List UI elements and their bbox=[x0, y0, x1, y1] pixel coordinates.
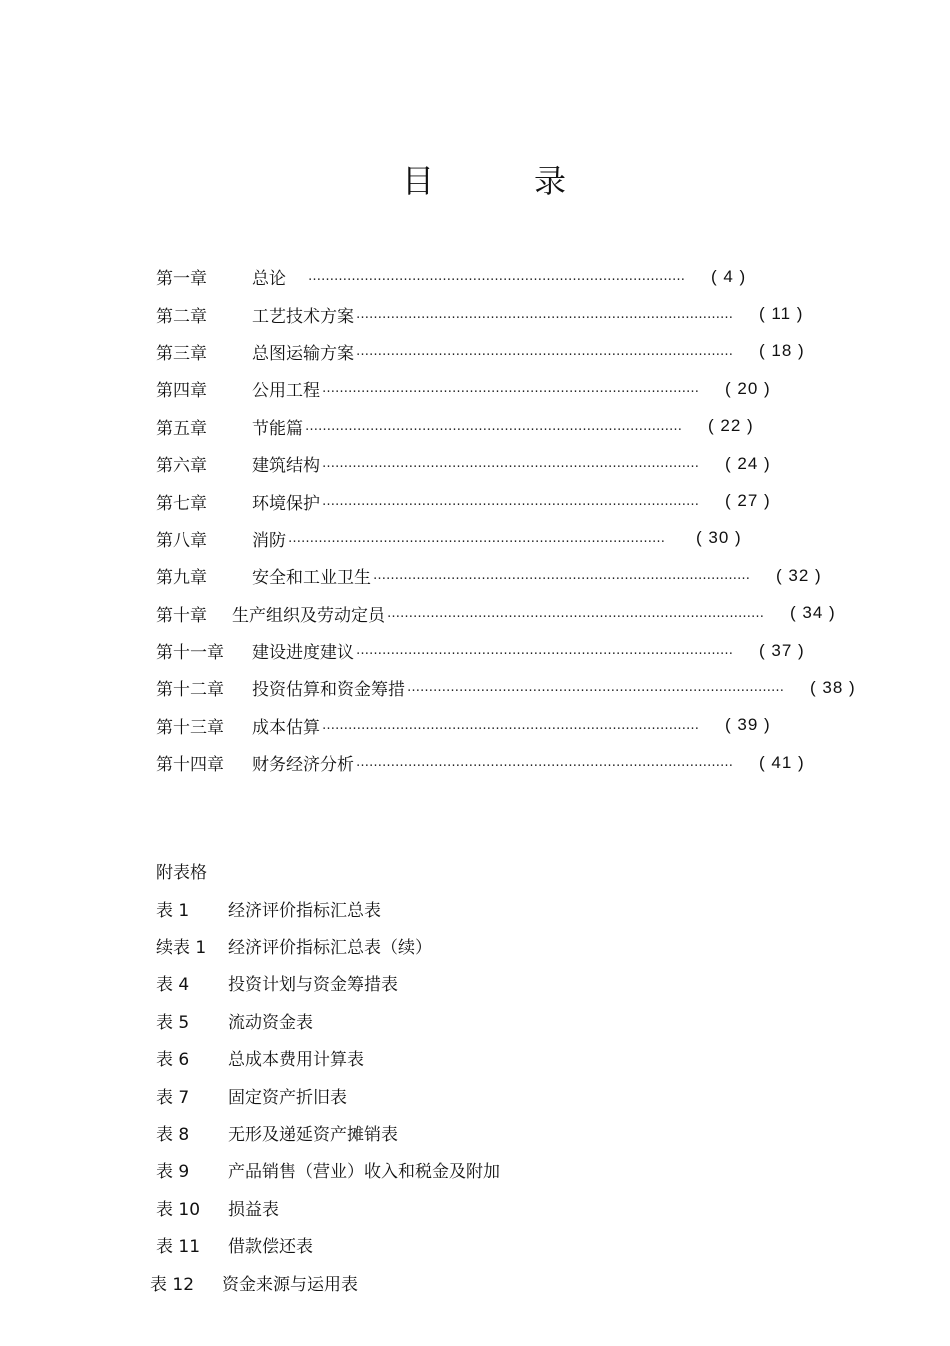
toc-leader-dots: …………………………………………………………………………… bbox=[288, 530, 665, 546]
appendix-table-item[interactable] bbox=[156, 1076, 756, 1113]
toc-entry[interactable] bbox=[156, 632, 805, 669]
table-number: 表 8 bbox=[156, 1125, 190, 1146]
toc-title: 消防 bbox=[252, 530, 286, 551]
toc-entry[interactable] bbox=[156, 408, 754, 445]
toc-title: 工艺技术方案 bbox=[252, 306, 354, 327]
toc-chapter: 第十章 bbox=[156, 605, 207, 626]
appendix-table-item[interactable] bbox=[156, 1002, 756, 1039]
appendix-table-item[interactable] bbox=[156, 1114, 756, 1151]
toc-page: ( 24 ) bbox=[725, 453, 771, 473]
toc-leader-dots: …………………………………………………………………………… bbox=[322, 493, 699, 509]
toc-leader-dots: …………………………………………………………………………… bbox=[322, 456, 699, 472]
appendix-table-item[interactable] bbox=[150, 1263, 756, 1300]
toc-title: 投资估算和资金筹措 bbox=[252, 680, 405, 701]
toc-leader-dots: …………………………………………………………………………… bbox=[373, 568, 750, 584]
toc-title: 成本估算 bbox=[252, 717, 320, 738]
table-number: 表 12 bbox=[150, 1274, 195, 1295]
toc-page: ( 38 ) bbox=[810, 677, 856, 697]
toc-page: ( 32 ) bbox=[776, 565, 822, 585]
appendix-table-item[interactable] bbox=[156, 1151, 756, 1188]
toc-title: 总论 bbox=[252, 269, 286, 290]
toc-title: 总图运输方案 bbox=[252, 343, 354, 364]
toc-entry[interactable] bbox=[156, 482, 771, 519]
toc-title: 建筑结构 bbox=[252, 456, 320, 477]
toc-page: ( 20 ) bbox=[725, 378, 771, 398]
toc-entry[interactable] bbox=[156, 744, 805, 781]
toc-title: 安全和工业卫生 bbox=[252, 568, 371, 589]
toc-title: 公用工程 bbox=[252, 381, 320, 402]
table-number: 表 4 bbox=[156, 975, 190, 996]
appendix-table-item[interactable] bbox=[156, 890, 756, 927]
toc-title: 财务经济分析 bbox=[252, 755, 354, 776]
table-name: 产品销售（营业）收入和税金及附加 bbox=[228, 1162, 500, 1183]
table-name: 总成本费用计算表 bbox=[228, 1050, 364, 1071]
page-title: 目 录 bbox=[401, 162, 600, 200]
toc-chapter: 第二章 bbox=[156, 306, 207, 327]
toc-entry[interactable] bbox=[156, 557, 822, 594]
toc-chapter: 第七章 bbox=[156, 493, 207, 514]
appendix-table-item[interactable] bbox=[156, 964, 756, 1001]
toc-title: 生产组织及劳动定员 bbox=[232, 605, 385, 626]
toc-title: 节能篇 bbox=[252, 418, 303, 439]
appendix-table-item[interactable] bbox=[156, 1189, 756, 1226]
toc-title: 建设进度建议 bbox=[252, 643, 354, 664]
table-number: 表 7 bbox=[156, 1087, 190, 1108]
table-number: 表 10 bbox=[156, 1199, 201, 1220]
toc-chapter: 第十三章 bbox=[156, 717, 224, 738]
toc-chapter: 第八章 bbox=[156, 530, 207, 551]
toc-chapter: 第四章 bbox=[156, 381, 207, 402]
table-name: 经济评价指标汇总表（续） bbox=[228, 938, 432, 959]
table-of-contents bbox=[156, 258, 856, 781]
toc-chapter: 第十一章 bbox=[156, 643, 224, 664]
table-number: 表 1 bbox=[156, 900, 190, 921]
toc-chapter: 第十二章 bbox=[156, 680, 224, 701]
table-number: 表 11 bbox=[156, 1237, 201, 1258]
toc-entry[interactable] bbox=[156, 258, 746, 295]
table-number: 表 9 bbox=[156, 1162, 190, 1183]
toc-chapter: 第五章 bbox=[156, 418, 207, 439]
toc-page: ( 11 ) bbox=[759, 304, 804, 324]
table-name: 资金来源与运用表 bbox=[222, 1274, 358, 1295]
toc-page: ( 22 ) bbox=[708, 416, 754, 436]
table-name: 损益表 bbox=[228, 1199, 279, 1220]
toc-entry[interactable] bbox=[156, 520, 746, 557]
toc-chapter: 第六章 bbox=[156, 456, 207, 477]
toc-leader-dots: …………………………………………………………………………… bbox=[407, 680, 784, 696]
toc-leader-dots: …………………………………………………………………………… bbox=[356, 306, 733, 322]
table-name: 无形及递延资产摊销表 bbox=[228, 1125, 398, 1146]
toc-leader-dots: …………………………………………………………………………… bbox=[322, 717, 699, 733]
table-number: 表 6 bbox=[156, 1050, 190, 1071]
toc-entry[interactable] bbox=[156, 295, 804, 332]
toc-entry[interactable] bbox=[156, 707, 771, 744]
toc-page: ( 4 ) bbox=[711, 266, 747, 286]
table-name: 固定资产折旧表 bbox=[228, 1087, 347, 1108]
toc-chapter: 第九章 bbox=[156, 568, 207, 589]
toc-title: 环境保护 bbox=[252, 493, 320, 514]
toc-leader-dots: …………………………………………………………………………… bbox=[356, 643, 733, 659]
toc-page: ( 37 ) bbox=[759, 640, 805, 660]
toc-leader-dots: …………………………………………………………………………… bbox=[356, 755, 733, 771]
toc-leader-dots: …………………………………………………………………………… bbox=[308, 269, 685, 285]
toc-entry[interactable] bbox=[156, 370, 771, 407]
appendix-tables-list bbox=[150, 852, 756, 1301]
toc-page: ( 30 ) bbox=[696, 528, 742, 548]
toc-leader-dots: …………………………………………………………………………… bbox=[387, 605, 764, 621]
toc-entry[interactable] bbox=[156, 595, 836, 632]
toc-page: ( 18 ) bbox=[759, 341, 805, 361]
appendix-table-item[interactable] bbox=[156, 1226, 756, 1263]
table-name: 借款偿还表 bbox=[228, 1237, 313, 1258]
toc-page: ( 41 ) bbox=[759, 752, 805, 772]
appendix-table-item[interactable] bbox=[156, 1039, 756, 1076]
toc-page: ( 27 ) bbox=[725, 491, 771, 511]
toc-page: ( 34 ) bbox=[790, 603, 836, 623]
appendix-heading: 附表格 bbox=[156, 863, 207, 884]
toc-page: ( 39 ) bbox=[725, 715, 771, 735]
toc-entry[interactable] bbox=[156, 445, 771, 482]
table-name: 经济评价指标汇总表 bbox=[228, 900, 381, 921]
toc-chapter: 第十四章 bbox=[156, 755, 224, 776]
toc-chapter: 第三章 bbox=[156, 343, 207, 364]
appendix-table-item[interactable] bbox=[156, 927, 756, 964]
table-name: 流动资金表 bbox=[228, 1012, 313, 1033]
toc-entry[interactable] bbox=[156, 333, 805, 370]
table-number: 续表 1 bbox=[156, 938, 207, 959]
table-number: 表 5 bbox=[156, 1012, 190, 1033]
table-name: 投资计划与资金筹措表 bbox=[228, 975, 398, 996]
toc-entry[interactable] bbox=[156, 669, 856, 706]
toc-leader-dots: …………………………………………………………………………… bbox=[322, 381, 699, 397]
toc-chapter: 第一章 bbox=[156, 269, 207, 290]
toc-leader-dots: …………………………………………………………………………… bbox=[356, 343, 733, 359]
toc-leader-dots: …………………………………………………………………………… bbox=[305, 418, 682, 434]
